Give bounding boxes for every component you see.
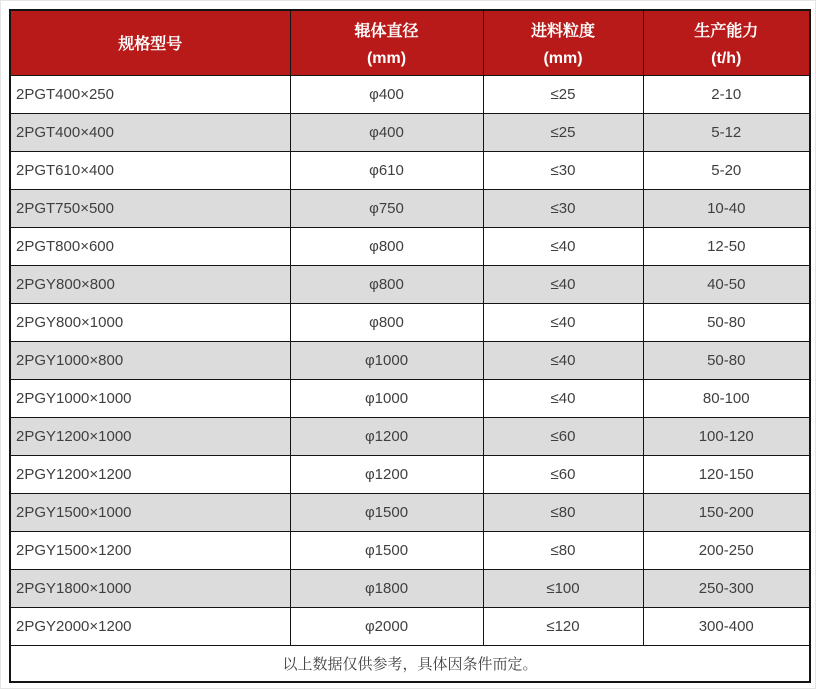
table-row (10, 265, 810, 303)
diameter-cell: φ1200 (290, 417, 483, 455)
header-col-feed-size (483, 10, 643, 75)
table-footnote: 以上数据仅供参考，具体因条件而定。 (10, 645, 810, 682)
table-row (10, 341, 810, 379)
diameter-cell: φ1000 (290, 341, 483, 379)
table-row (10, 607, 810, 645)
capacity-cell: 120-150 (643, 455, 810, 493)
header-model-title: 规格型号 (118, 36, 183, 54)
table-row (10, 113, 810, 151)
table-body (10, 75, 810, 645)
feed-size-cell: ≤40 (483, 227, 643, 265)
feed-size-cell: ≤40 (483, 303, 643, 341)
table-row (10, 75, 810, 113)
capacity-cell: 50-80 (643, 341, 810, 379)
table-row (10, 303, 810, 341)
header-col-model (10, 10, 290, 75)
footnote-row (10, 645, 810, 682)
diameter-cell: φ400 (290, 75, 483, 113)
capacity-cell: 10-40 (643, 189, 810, 227)
capacity-cell: 40-50 (643, 265, 810, 303)
diameter-cell: φ400 (290, 113, 483, 151)
feed-size-cell: ≤30 (483, 189, 643, 227)
feed-size-cell: ≤40 (483, 341, 643, 379)
capacity-cell: 200-250 (643, 531, 810, 569)
model-cell: 2PGY1000×1000 (10, 379, 290, 417)
diameter-cell: φ1000 (290, 379, 483, 417)
model-cell: 2PGY800×800 (10, 265, 290, 303)
capacity-cell: 250-300 (643, 569, 810, 607)
diameter-cell: φ1500 (290, 531, 483, 569)
capacity-cell: 80-100 (643, 379, 810, 417)
feed-size-cell: ≤100 (483, 569, 643, 607)
table-row (10, 569, 810, 607)
spec-table (9, 9, 811, 683)
feed-size-cell: ≤80 (483, 493, 643, 531)
header-feed-size-title: 进料粒度 (530, 22, 595, 40)
header-capacity-unit: (t/h) (711, 49, 742, 67)
model-cell: 2PGY2000×1200 (10, 607, 290, 645)
header-col-capacity (643, 10, 810, 75)
model-cell: 2PGY1500×1000 (10, 493, 290, 531)
feed-size-cell: ≤120 (483, 607, 643, 645)
diameter-cell: φ800 (290, 227, 483, 265)
diameter-cell: φ800 (290, 265, 483, 303)
table-row (10, 493, 810, 531)
feed-size-cell: ≤25 (483, 113, 643, 151)
diameter-cell: φ750 (290, 189, 483, 227)
feed-size-cell: ≤40 (483, 265, 643, 303)
capacity-cell: 5-12 (643, 113, 810, 151)
header-roller-diameter-unit: (mm) (366, 49, 407, 67)
table-row (10, 531, 810, 569)
table-row (10, 227, 810, 265)
diameter-cell: φ610 (290, 151, 483, 189)
table-row (10, 417, 810, 455)
header-row (10, 10, 810, 75)
feed-size-cell: ≤25 (483, 75, 643, 113)
capacity-cell: 150-200 (643, 493, 810, 531)
model-cell: 2PGY1800×1000 (10, 569, 290, 607)
table-row (10, 455, 810, 493)
model-cell: 2PGT400×400 (10, 113, 290, 151)
capacity-cell: 5-20 (643, 151, 810, 189)
model-cell: 2PGY1500×1200 (10, 531, 290, 569)
feed-size-cell: ≤30 (483, 151, 643, 189)
header-feed-size-unit: (mm) (543, 49, 583, 67)
header-roller-diameter-title: 辊体直径 (354, 22, 419, 40)
diameter-cell: φ2000 (290, 607, 483, 645)
capacity-cell: 12-50 (643, 227, 810, 265)
diameter-cell: φ800 (290, 303, 483, 341)
diameter-cell: φ1200 (290, 455, 483, 493)
header-col-roller-diameter (290, 10, 483, 75)
model-cell: 2PGY1000×800 (10, 341, 290, 379)
table-row (10, 151, 810, 189)
capacity-cell: 50-80 (643, 303, 810, 341)
model-cell: 2PGY800×1000 (10, 303, 290, 341)
capacity-cell: 2-10 (643, 75, 810, 113)
model-cell: 2PGY1200×1000 (10, 417, 290, 455)
capacity-cell: 300-400 (643, 607, 810, 645)
diameter-cell: φ1800 (290, 569, 483, 607)
feed-size-cell: ≤40 (483, 379, 643, 417)
diameter-cell: φ1500 (290, 493, 483, 531)
feed-size-cell: ≤60 (483, 417, 643, 455)
model-cell: 2PGT800×600 (10, 227, 290, 265)
header-capacity-title: 生产能力 (694, 22, 759, 40)
feed-size-cell: ≤60 (483, 455, 643, 493)
table-row (10, 189, 810, 227)
model-cell: 2PGY1200×1200 (10, 455, 290, 493)
capacity-cell: 100-120 (643, 417, 810, 455)
model-cell: 2PGT750×500 (10, 189, 290, 227)
model-cell: 2PGT610×400 (10, 151, 290, 189)
model-cell: 2PGT400×250 (10, 75, 290, 113)
feed-size-cell: ≤80 (483, 531, 643, 569)
table-row (10, 379, 810, 417)
